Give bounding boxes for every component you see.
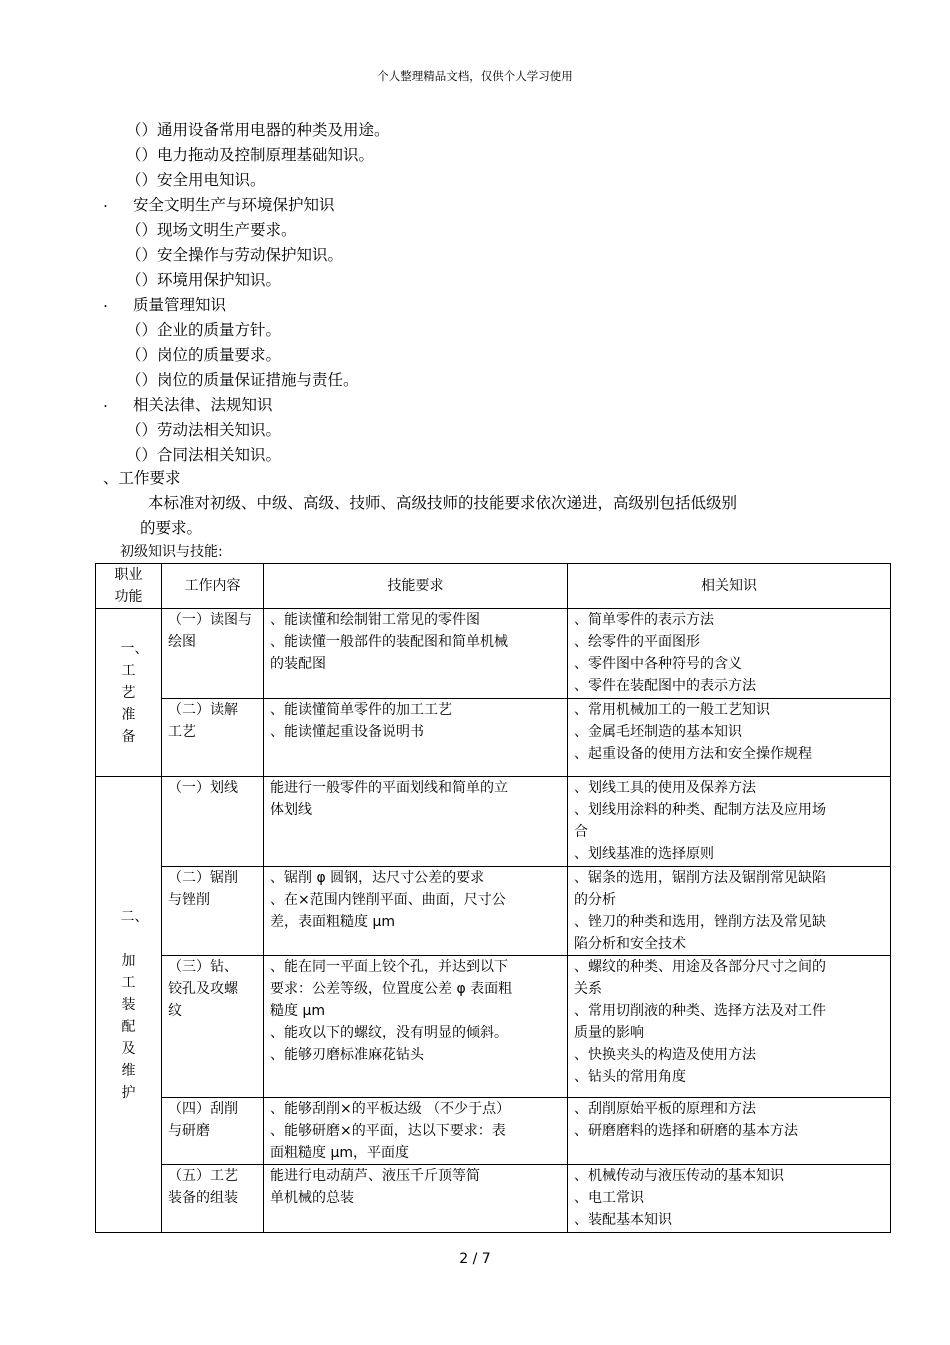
- table-row: [96, 699, 891, 777]
- related-knowledge-cell: [568, 609, 891, 699]
- column-header: [96, 564, 162, 609]
- work-content-text: 纹: [168, 1003, 182, 1019]
- list-item: （）合同法相关知识。: [126, 446, 282, 464]
- work-content-text: （四）刮削: [168, 1101, 238, 1117]
- skill-requirement-text: 要求：公差等级，位置度公差 φ 表面粗: [270, 981, 513, 997]
- list-item: （）现场文明生产要求。: [126, 221, 297, 239]
- function-char: 维: [121, 1062, 136, 1079]
- function-char: 加: [121, 952, 136, 969]
- skill-requirement-cell: [264, 1165, 568, 1233]
- list-item: （）通用设备常用电器的种类及用途。: [126, 121, 390, 139]
- related-knowledge-text: 、金属毛坯制造的基本知识: [574, 724, 742, 740]
- list-item: （）电力拖动及控制原理基础知识。: [126, 146, 375, 164]
- page-number: 2 / 7: [459, 1251, 491, 1267]
- skill-requirement-cell: [264, 1098, 568, 1165]
- related-knowledge-text: 、零件图中各种符号的含义: [574, 656, 742, 672]
- work-requirements-text: 本标准对初级、中级、高级、技师、高级技师的技能要求依次递进，高级别包括低级别: [148, 494, 738, 512]
- related-knowledge-text: 、常用机械加工的一般工艺知识: [574, 702, 770, 718]
- table-row: [96, 867, 891, 956]
- column-header-text: 职业: [114, 567, 143, 583]
- work-content-text: （一）读图与: [168, 612, 252, 628]
- skill-requirement-text: 、能够刃磨标准麻花钻头: [270, 1047, 424, 1063]
- table-row: [96, 1165, 891, 1233]
- column-header: [264, 564, 568, 609]
- related-knowledge-text: 合: [574, 824, 588, 840]
- work-content-text: （二）锯削: [168, 870, 238, 886]
- related-knowledge-text: 陷分析和安全技术: [574, 936, 686, 952]
- section-heading: 相关法律、法规知识: [133, 396, 273, 414]
- work-requirements-text-cont: 的要求。: [140, 519, 203, 537]
- function-char: 护: [121, 1084, 136, 1101]
- section-heading: 安全文明生产与环境保护知识: [133, 196, 335, 214]
- related-knowledge-text: 质量的影响: [574, 1025, 644, 1041]
- related-knowledge-text: 、螺纹的种类、用途及各部分尺寸之间的: [574, 959, 826, 975]
- related-knowledge-text: 、刮削原始平板的原理和方法: [574, 1101, 756, 1117]
- column-header-text: 工作内容: [184, 578, 241, 594]
- table-row: [96, 1098, 891, 1165]
- column-header-text: 技能要求: [387, 578, 444, 594]
- work-content-text: （一）划线: [168, 780, 238, 796]
- function-char: 备: [121, 728, 136, 745]
- related-knowledge-text: 、快换夹头的构造及使用方法: [574, 1047, 756, 1063]
- skill-requirement-text: 、能读懂简单零件的加工工艺: [270, 702, 452, 718]
- skill-requirement-text: 、能攻以下的螺纹，没有明显的倾斜。: [270, 1025, 508, 1041]
- related-knowledge-text: 、零件在装配图中的表示方法: [574, 678, 756, 694]
- work-requirements-heading: 、工作要求: [103, 469, 181, 487]
- related-knowledge-cell: [568, 777, 891, 867]
- function-char: 配: [121, 1018, 136, 1035]
- related-knowledge-text: 、划线用涂料的种类、配制方法及应用场: [574, 802, 826, 818]
- work-content-text: 装备的组装: [168, 1190, 238, 1206]
- skill-requirement-text: 、能读懂一般部件的装配图和简单机械: [270, 634, 508, 650]
- related-knowledge-text: 、装配基本知识: [574, 1212, 672, 1228]
- related-knowledge-cell: [568, 956, 891, 1098]
- work-content-text: （五）工艺: [168, 1168, 238, 1184]
- skill-requirement-text: 能进行一般零件的平面划线和简单的立: [270, 780, 508, 796]
- related-knowledge-text: 、简单零件的表示方法: [574, 612, 714, 628]
- column-header: [162, 564, 264, 609]
- work-content-text: 与研磨: [168, 1123, 210, 1139]
- work-content-cell: [162, 1165, 264, 1233]
- skill-requirement-text: 、能够研磨×的平面，达以下要求：表: [270, 1123, 506, 1139]
- function-char: 工: [121, 974, 136, 991]
- work-content-text: 与锉削: [168, 892, 210, 908]
- column-header-text: 相关知识: [701, 578, 757, 594]
- work-content-text: （二）读解: [168, 702, 238, 718]
- function-char: 准: [121, 706, 136, 723]
- skill-requirement-text: 、能读懂起重设备说明书: [270, 724, 424, 740]
- skill-requirement-text: 、锯削 φ 圆钢，达尺寸公差的要求: [270, 870, 485, 886]
- skill-requirement-text: 、能在同一平面上铰个孔，并达到以下: [270, 959, 508, 975]
- related-knowledge-text: 、电工常识: [574, 1190, 644, 1206]
- function-char: 艺: [121, 684, 136, 701]
- skill-requirement-text: 单机械的总装: [270, 1190, 354, 1206]
- skills-table: [95, 563, 891, 1233]
- skill-requirement-cell: [264, 956, 568, 1098]
- work-content-text: 工艺: [168, 724, 196, 740]
- list-item: （）安全操作与劳动保护知识。: [126, 246, 344, 264]
- related-knowledge-cell: [568, 1165, 891, 1233]
- function-char: 工: [121, 662, 136, 679]
- work-content-text: （三）钻、: [168, 959, 238, 975]
- related-knowledge-text: 、锯条的选用，锯削方法及锯削常见缺陷: [574, 870, 826, 886]
- related-knowledge-cell: [568, 699, 891, 777]
- related-knowledge-text: 、常用切削液的种类、选择方法及对工件: [574, 1003, 826, 1019]
- skill-requirement-text: 的装配图: [270, 656, 326, 672]
- list-item: （）岗位的质量保证措施与责任。: [126, 371, 359, 389]
- column-header-text: 功能: [114, 589, 143, 605]
- skill-requirement-text: 能进行电动葫芦、液压千斤顶等简: [270, 1168, 480, 1184]
- work-content-text: 铰孔及攻螺: [168, 981, 238, 997]
- work-content-cell: [162, 867, 264, 956]
- related-knowledge-text: 、机械传动与液压传动的基本知识: [574, 1168, 784, 1184]
- work-content-cell: [162, 956, 264, 1098]
- skill-requirement-text: 、在×范围内锉削平面、曲面，尺寸公: [270, 892, 506, 908]
- related-knowledge-cell: [568, 1098, 891, 1165]
- work-content-cell: [162, 609, 264, 699]
- list-item: （）安全用电知识。: [126, 171, 266, 189]
- column-header: [568, 564, 891, 609]
- list-item: （）岗位的质量要求。: [126, 346, 282, 364]
- function-char: 一、: [120, 640, 149, 657]
- related-knowledge-text: 的分析: [574, 892, 616, 908]
- skill-requirement-cell: [264, 777, 568, 867]
- work-content-cell: [162, 699, 264, 777]
- list-item: （）环境用保护知识。: [126, 271, 282, 289]
- section-bullet: .: [103, 193, 108, 211]
- section-bullet: .: [103, 393, 108, 411]
- related-knowledge-text: 、绘零件的平面图形: [574, 634, 700, 650]
- related-knowledge-text: 关系: [574, 981, 602, 997]
- skill-requirement-cell: [264, 699, 568, 777]
- work-content-cell: [162, 777, 264, 867]
- section-bullet: .: [103, 293, 108, 311]
- table-row: [96, 956, 891, 1098]
- skill-requirement-text: 糙度 μm: [270, 1003, 325, 1019]
- table-row: [96, 609, 891, 699]
- list-item: （）劳动法相关知识。: [126, 421, 282, 439]
- work-content-text: 绘图: [168, 634, 196, 650]
- function-char: [121, 928, 137, 950]
- function-cell: [96, 777, 162, 1233]
- related-knowledge-text: 、起重设备的使用方法和安全操作规程: [574, 746, 812, 762]
- related-knowledge-cell: [568, 867, 891, 956]
- related-knowledge-text: 、划线工具的使用及保养方法: [574, 780, 756, 796]
- skill-requirement-text: 体划线: [270, 802, 312, 818]
- function-char: 装: [121, 996, 136, 1013]
- skill-requirement-text: 差，表面粗糙度 μm: [270, 914, 395, 930]
- function-cell: [96, 609, 162, 777]
- table-caption: 初级知识与技能:: [120, 544, 223, 560]
- related-knowledge-text: 、钻头的常用角度: [574, 1069, 686, 1085]
- table-header-row: [96, 564, 891, 609]
- page-header: 个人整理精品文档，仅供个人学习使用: [377, 69, 573, 83]
- list-item: （）企业的质量方针。: [126, 321, 282, 339]
- skill-requirement-text: 面粗糙度 μm，平面度: [270, 1145, 409, 1161]
- table-row: [96, 777, 891, 867]
- skill-requirement-cell: [264, 609, 568, 699]
- skill-requirement-text: 、能读懂和绘制钳工常见的零件图: [270, 612, 480, 628]
- function-char: 二、: [120, 908, 149, 925]
- function-char: 及: [121, 1040, 136, 1057]
- skill-requirement-text: 、能够刮削×的平板达级 （不少于点）: [270, 1101, 511, 1117]
- work-content-cell: [162, 1098, 264, 1165]
- section-heading: 质量管理知识: [133, 296, 227, 314]
- skill-requirement-cell: [264, 867, 568, 956]
- related-knowledge-text: 、锉刀的种类和选用，锉削方法及常见缺: [574, 914, 826, 930]
- related-knowledge-text: 、划线基准的选择原则: [574, 846, 714, 862]
- related-knowledge-text: 、研磨磨料的选择和研磨的基本方法: [574, 1123, 798, 1139]
